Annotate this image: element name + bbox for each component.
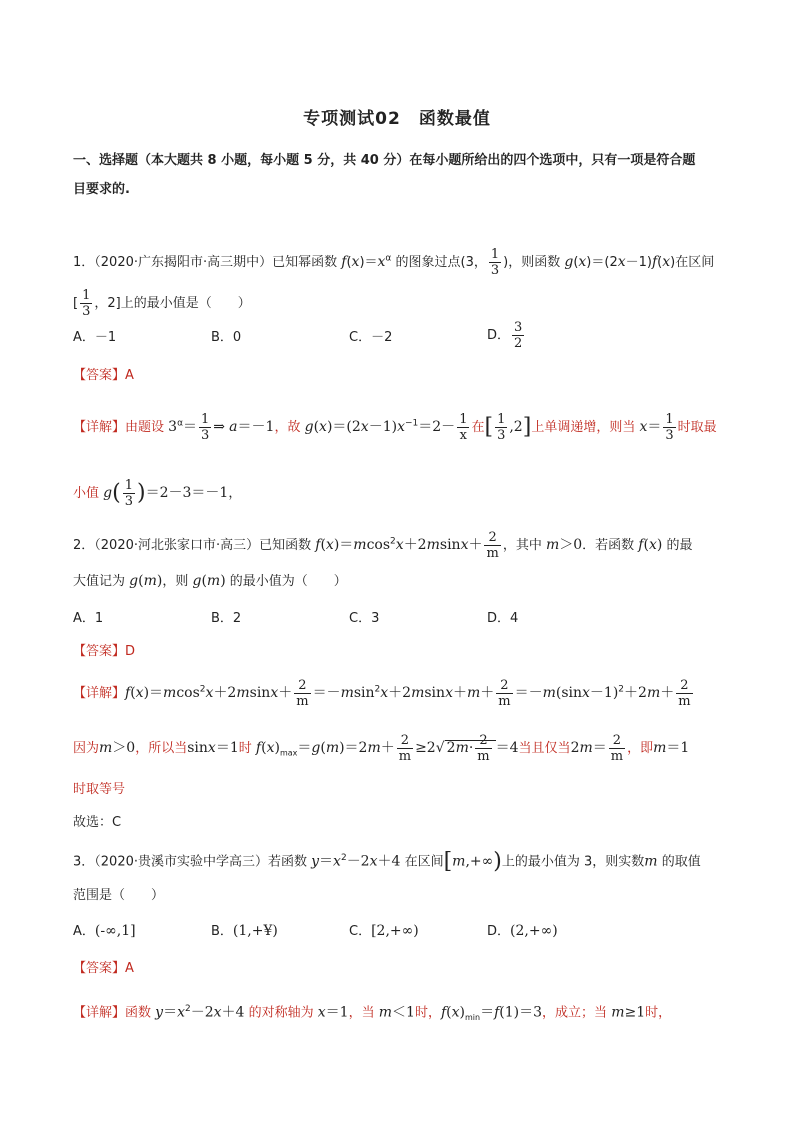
q2-option-a: A．1 <box>73 611 104 626</box>
q1-option-c: C．－2 <box>349 330 393 345</box>
q1-detail-line2: 小值 g( $\frac{1}{3}$ )＝2－3＝－1， <box>73 478 242 509</box>
q3-detail-line1: 【详解】函数 $y=x^2-2x+4$ 的对称轴为 x＝1，当 m＜1时，$f(x)_{min}=f(1)=3$，成立；当 m≥1时， <box>73 1004 672 1022</box>
q3-option-c: C．[2,+∞) <box>349 923 419 939</box>
q1-option-d: D． $\frac{3}{2}$ <box>487 320 523 351</box>
q2-detail-line2: 因为m＞0，所以当sinx＝1时 $f(x)_{max}=g(m)=2m+$ $\frac{2}{m}$ ≥2√ 2m· $\frac{2}{m}$ ＝4当且仅当2m＝ $\frac{2}{m}$ ，即m＝1 <box>73 733 690 764</box>
q2-stem-line2: 大值记为 g(m)，则 g(m) 的最小值为（ ） <box>73 573 347 589</box>
q2-option-d: D．4 <box>487 611 519 626</box>
q3-stem-line2: 范围是（ ） <box>73 888 165 903</box>
section-heading-line1: 一、选择题（本大题共 8 小题，每小题 5 分，共 40 分）在每小题所给出的四个选项中，只有一项是符合题 <box>73 153 696 168</box>
page-title: 专项测试02 函数最值 <box>303 109 491 129</box>
q1-detail-line1: 【详解】由题设 $3^\alpha=$ $\frac{1}{3}$ ⇒ a＝－1，故 $g(x)=(2x-1)x^{-1}=2-$ $\frac{1}{x}$ 在[ $\frac{1}{3}$ ,2]上单调递增，则当 x＝ $\frac{1}{3}$ 时取最 <box>73 412 717 443</box>
q2-option-c: C．3 <box>349 611 380 626</box>
q3-answer: 【答案】A <box>73 961 134 976</box>
q3-option-a: A．(-∞,1] <box>73 923 136 939</box>
q1-option-b: B．0 <box>211 330 242 345</box>
q3-option-b: B．(1,+¥) <box>211 923 278 939</box>
q2-answer: 【答案】D <box>73 644 136 659</box>
q2-detail-line1: 【详解】f(x)＝mcos$^2$x＋2msinx＋ $\frac{2}{m}$ ＝－msin$^2$x＋2msinx＋m＋ $\frac{2}{m}$ $=-m(\sin x-1)^2+2m+$ $\frac{2}{m}$ <box>73 678 691 709</box>
q2-stem-line1: 2．（2020·河北张家口市·高三）已知函数 f(x)＝mcos$^2$x＋2msinx＋ $\frac{2}{m}$ ，其中 m＞0．若函数 f(x) 的最 <box>73 530 693 561</box>
q3-stem-line1: 3．（2020·贵溪市实验中学高三）若函数 $y=x^2-2x+4$ 在区间[m,+∞)上的最小值为 3，则实数m 的取值 <box>73 848 701 874</box>
section-heading-line2: 目要求的. <box>73 182 130 197</box>
q3-option-d: D．(2,+∞) <box>487 923 558 939</box>
q1-option-a: A．－1 <box>73 330 117 345</box>
q1-stem-line1: 1．（2020·广东揭阳市·高三期中）已知幂函数 $f(x)=x^\alpha$ 的图象过点(3， $\frac{1}{3}$ )，则函数 g(x)＝(2x－1)f(x)在区间 <box>73 247 715 278</box>
q2-detail-line3: 时取等号 <box>73 782 126 797</box>
q2-conclusion: 故选：C <box>73 815 122 830</box>
q1-stem-line2: [ $\frac{1}{3}$ ，2]上的最小值是（ ） <box>73 288 251 319</box>
q1-answer: 【答案】A <box>73 368 134 383</box>
q2-option-b: B．2 <box>211 611 242 626</box>
